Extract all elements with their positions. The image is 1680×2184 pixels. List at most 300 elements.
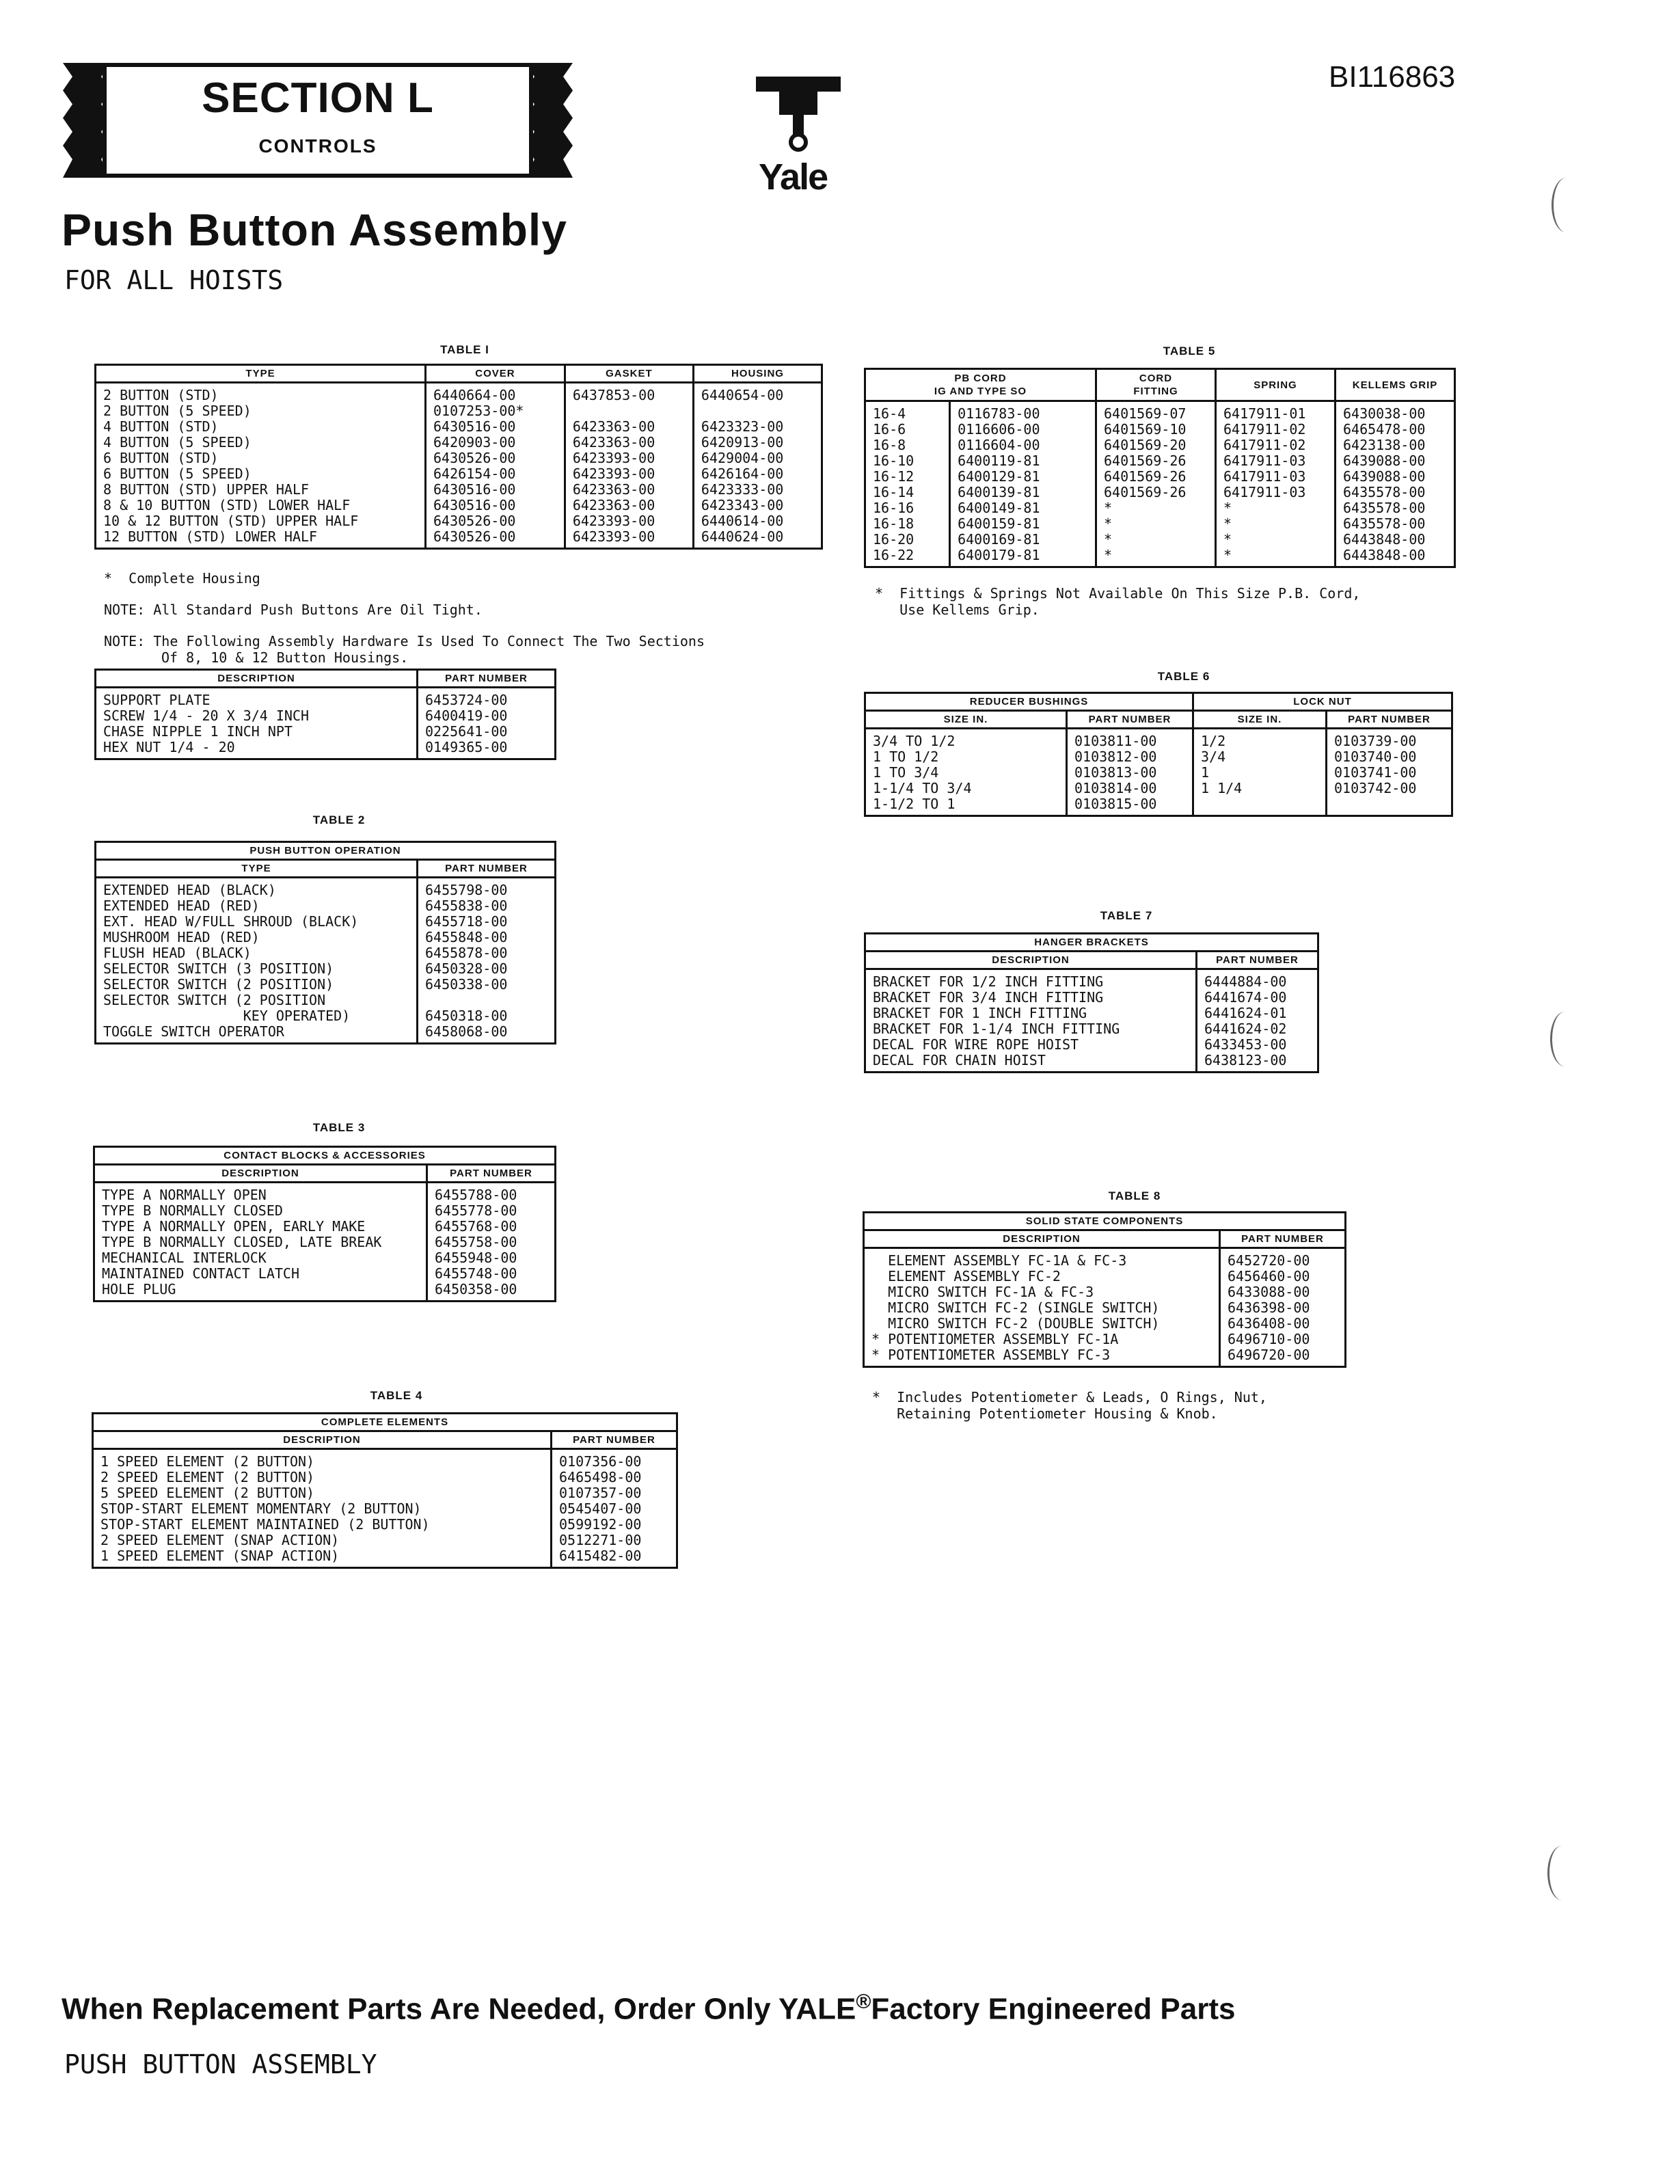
table-cell: 0107357-00 (552, 1485, 677, 1501)
table-cell: 6437853-00 (565, 383, 693, 404)
table-cell: SELECTOR SWITCH (2 POSITION) (103, 976, 334, 993)
footer-text-b: Factory Engineered Parts (871, 1992, 1236, 2026)
table-cell: SUPPORT PLATE (103, 692, 211, 708)
table-cell: ELEMENT ASSEMBLY FC-2 (871, 1268, 1061, 1284)
table-cell: STOP-START ELEMENT MAINTAINED (2 BUTTON) (100, 1516, 430, 1533)
table-cell: 3/4 (1193, 749, 1327, 765)
table-row (865, 781, 1452, 796)
table-cell: * (1215, 532, 1335, 548)
table-cell: 6435578-00 (1335, 485, 1454, 500)
table1-header: COVER (426, 365, 565, 383)
table-cell: 1 TO 3/4 (873, 764, 939, 781)
table-cell: 6455838-00 (418, 898, 556, 914)
table-cell: 6440654-00 (693, 383, 822, 404)
table-row (96, 403, 822, 419)
table8 (863, 1211, 1346, 1368)
table-cell: TYPE B NORMALLY CLOSED, LATE BREAK (102, 1234, 382, 1250)
page-title: Push Button Assembly (62, 204, 567, 255)
table-cell: 6450338-00 (418, 977, 556, 993)
table-cell: 6455758-00 (427, 1235, 556, 1250)
hardware-header: DESCRIPTION (96, 670, 418, 688)
footer-subtitle: PUSH BUTTON ASSEMBLY (64, 2049, 377, 2079)
table-row (96, 878, 556, 899)
table-cell: 6458068-00 (418, 1024, 556, 1044)
table8-header: DESCRIPTION (864, 1230, 1220, 1248)
table-row (865, 469, 1455, 485)
table-cell: 6456460-00 (1220, 1269, 1346, 1284)
table-row (865, 437, 1455, 453)
table-cell: 6423393-00 (565, 466, 693, 482)
table-cell: 0107356-00 (552, 1449, 677, 1470)
table-cell: 0103739-00 (1327, 729, 1452, 750)
table-cell: 1 TO 1/2 (873, 749, 939, 765)
table-cell: BRACKET FOR 3/4 INCH FITTING (873, 989, 1104, 1006)
table-cell: 2 SPEED ELEMENT (2 BUTTON) (100, 1469, 315, 1485)
table-cell: 6436398-00 (1220, 1300, 1346, 1316)
table-row (93, 1485, 677, 1501)
table-row (865, 453, 1455, 469)
table-cell: 6423333-00 (693, 482, 822, 498)
table-cell: 6401569-10 (1096, 422, 1215, 437)
table-cell: * (1096, 500, 1215, 516)
table-cell: 6430526-00 (426, 513, 565, 529)
table-cell: 16-10 (873, 453, 914, 469)
table-row (865, 485, 1455, 500)
table-row (865, 765, 1452, 781)
table5-header: SPRING (1215, 369, 1335, 401)
table-cell: SELECTOR SWITCH (3 POSITION) (103, 960, 334, 977)
table6-group-reducer: REDUCER BUSHINGS (865, 693, 1193, 711)
table-cell: HEX NUT 1/4 - 20 (103, 739, 235, 755)
table-row (96, 688, 556, 709)
table-cell: * (1215, 500, 1335, 516)
table-cell: MICRO SWITCH FC-2 (DOUBLE SWITCH) (871, 1315, 1160, 1332)
table-row (93, 1517, 677, 1533)
table-cell: 6430526-00 (426, 450, 565, 466)
table-cell: 6455768-00 (427, 1219, 556, 1235)
table-row (96, 498, 822, 513)
table8-header: PART NUMBER (1220, 1230, 1346, 1248)
table-row (865, 422, 1455, 437)
table-cell: 6 BUTTON (5 SPEED) (103, 466, 252, 482)
table-row (865, 1021, 1318, 1037)
table-cell: 6417911-03 (1215, 453, 1335, 469)
table6-header: PART NUMBER (1067, 711, 1193, 729)
table4 (92, 1412, 678, 1569)
table7-header: PART NUMBER (1197, 952, 1318, 969)
table-cell: 0149365-00 (418, 740, 556, 759)
table-cell: * (1096, 532, 1215, 548)
table-cell: 6420913-00 (693, 435, 822, 450)
table-cell: 1 (1193, 765, 1327, 781)
table-row (96, 961, 556, 977)
table-cell: 6496720-00 (1220, 1347, 1346, 1367)
table-cell: * (1215, 516, 1335, 532)
table-cell: EXT. HEAD W/FULL SHROUD (BLACK) (103, 913, 359, 930)
table-cell: 6450358-00 (427, 1282, 556, 1302)
table-cell: ELEMENT ASSEMBLY FC-1A & FC-3 (871, 1252, 1127, 1269)
yale-logo (752, 68, 848, 198)
table-row (96, 724, 556, 740)
table-cell: TYPE A NORMALLY OPEN, EARLY MAKE (102, 1218, 366, 1235)
section-title: SECTION L (202, 75, 434, 122)
table-row (865, 532, 1455, 548)
table7-header: DESCRIPTION (865, 952, 1197, 969)
table-row (865, 1053, 1318, 1073)
table-row (96, 740, 556, 759)
table-row (864, 1332, 1346, 1347)
table-row (96, 993, 556, 1024)
table-cell: 6435578-00 (1335, 500, 1454, 516)
table7-caption: TABLE 7 (1100, 909, 1153, 922)
table-cell: TOGGLE SWITCH OPERATOR (103, 1023, 284, 1040)
table-cell (1327, 796, 1452, 816)
table-cell: 6450328-00 (418, 961, 556, 977)
table-cell: 6401569-26 (1096, 485, 1215, 500)
table-row (96, 466, 822, 482)
table-cell: 6465498-00 (552, 1470, 677, 1485)
table6 (864, 692, 1453, 817)
table-cell: 6401569-26 (1096, 469, 1215, 485)
table-cell: 6423363-00 (565, 498, 693, 513)
table-row (94, 1250, 556, 1266)
table4-header: PART NUMBER (552, 1431, 677, 1449)
table-cell: 6400179-81 (950, 548, 1096, 567)
table-cell: 6401569-20 (1096, 437, 1215, 453)
table-cell: 6433088-00 (1220, 1284, 1346, 1300)
table-cell: 6430516-00 (426, 419, 565, 435)
table-cell: BRACKET FOR 1 INCH FITTING (873, 1005, 1087, 1021)
table-cell: 6423363-00 (565, 419, 693, 435)
table6-caption: TABLE 6 (1157, 670, 1210, 683)
table-row (865, 548, 1455, 567)
table-cell: 6444884-00 (1197, 969, 1318, 990)
table-cell: 6423138-00 (1335, 437, 1454, 453)
table-row (864, 1269, 1346, 1284)
table-row (865, 796, 1452, 816)
table-cell: 2 BUTTON (5 SPEED) (103, 403, 252, 419)
table-row (865, 749, 1452, 765)
table-cell: 16-16 (873, 500, 914, 516)
table6-header: PART NUMBER (1327, 711, 1452, 729)
table-cell: 6441674-00 (1197, 990, 1318, 1006)
table-cell: * (1096, 548, 1215, 567)
table-cell: 0103740-00 (1327, 749, 1452, 765)
table-cell: 6438123-00 (1197, 1053, 1318, 1073)
table-cell: DECAL FOR WIRE ROPE HOIST (873, 1036, 1079, 1053)
table-cell: 16-6 (873, 421, 906, 437)
table-cell: 6450318-00 (418, 993, 556, 1024)
table-cell: HOLE PLUG (102, 1281, 176, 1297)
table-cell: FLUSH HEAD (BLACK) (103, 945, 252, 961)
table-cell: 6420903-00 (426, 435, 565, 450)
table6-header: SIZE IN. (865, 711, 1067, 729)
table-cell: 16-4 (873, 405, 906, 422)
table-row (96, 930, 556, 945)
table-row (96, 513, 822, 529)
table-cell: 6400419-00 (418, 708, 556, 724)
table-cell: SCREW 1/4 - 20 X 3/4 INCH (103, 707, 310, 724)
table-row (93, 1470, 677, 1485)
table-cell: 6433453-00 (1197, 1037, 1318, 1053)
table-row (865, 729, 1452, 750)
table-cell: 6415482-00 (552, 1548, 677, 1568)
table2-header: PART NUMBER (418, 860, 556, 878)
table-row (96, 419, 822, 435)
table-cell: MICRO SWITCH FC-2 (SINGLE SWITCH) (871, 1299, 1160, 1316)
table-cell: 6443848-00 (1335, 532, 1454, 548)
footer-banner (62, 1991, 1236, 2027)
table-cell (693, 403, 822, 419)
table-cell: 10 & 12 BUTTON (STD) UPPER HALF (103, 513, 359, 529)
table-cell: 6423363-00 (565, 482, 693, 498)
table-row (864, 1316, 1346, 1332)
table-cell: 16-18 (873, 515, 914, 532)
table1-header: GASKET (565, 365, 693, 383)
table-cell: 0103814-00 (1067, 781, 1193, 796)
table2-title: PUSH BUTTON OPERATION (96, 842, 556, 860)
table-row (865, 990, 1318, 1006)
table-cell: BRACKET FOR 1/2 INCH FITTING (873, 973, 1104, 990)
table-cell: 1/2 (1193, 729, 1327, 750)
table5-caption: TABLE 5 (1163, 345, 1216, 358)
table-cell: 6443848-00 (1335, 548, 1454, 567)
table-cell: 6430516-00 (426, 482, 565, 498)
table-row (865, 1037, 1318, 1053)
table-row (864, 1284, 1346, 1300)
table-cell: 6423343-00 (693, 498, 822, 513)
table-cell: 0116783-00 (950, 401, 1096, 422)
table-cell: 6423393-00 (565, 529, 693, 549)
table-cell: 6440664-00 (426, 383, 565, 404)
table8-footnote: * Includes Potentiometer & Leads, O Rings, Nut, Retaining Potentiometer Housing & Knob. (872, 1389, 1267, 1422)
table4-header: DESCRIPTION (93, 1431, 552, 1449)
table6-header: SIZE IN. (1193, 711, 1327, 729)
table-cell: 6417911-02 (1215, 422, 1335, 437)
table-cell: 6455948-00 (427, 1250, 556, 1266)
table-cell: 1 SPEED ELEMENT (2 BUTTON) (100, 1453, 315, 1470)
table5-header: CORD FITTING (1096, 369, 1215, 401)
table-cell: EXTENDED HEAD (RED) (103, 898, 260, 914)
table-row (864, 1347, 1346, 1367)
table-row (94, 1282, 556, 1302)
table-row (864, 1248, 1346, 1269)
table-cell (565, 403, 693, 419)
table-cell: MAINTAINED CONTACT LATCH (102, 1265, 299, 1282)
table6-group-locknut: LOCK NUT (1193, 693, 1452, 711)
table-cell: 6430516-00 (426, 498, 565, 513)
table-cell: MUSHROOM HEAD (RED) (103, 929, 260, 945)
punch-hole-mark (1547, 1846, 1577, 1900)
table-cell: TYPE B NORMALLY CLOSED (102, 1202, 283, 1219)
table-row (93, 1501, 677, 1517)
table-cell: 6423323-00 (693, 419, 822, 435)
section-subtitle: CONTROLS (258, 135, 377, 157)
table-cell: 0116604-00 (950, 437, 1096, 453)
table-cell: 0103812-00 (1067, 749, 1193, 765)
table-cell: 4 BUTTON (STD) (103, 418, 219, 435)
table3-title: CONTACT BLOCKS & ACCESSORIES (94, 1147, 556, 1165)
table-cell: 16-8 (873, 437, 906, 453)
table-row (96, 914, 556, 930)
table-cell: 6455798-00 (418, 878, 556, 899)
table-row (94, 1266, 556, 1282)
table1-note2-line2: Of 8, 10 & 12 Button Housings. (161, 649, 409, 666)
table-row (865, 500, 1455, 516)
section-banner (63, 63, 573, 178)
table-cell: 2 BUTTON (STD) (103, 387, 219, 403)
table-cell: * (1215, 548, 1335, 567)
punch-hole-mark (1552, 178, 1581, 232)
table-cell: 8 & 10 BUTTON (STD) LOWER HALF (103, 497, 351, 513)
table-cell: 0116606-00 (950, 422, 1096, 437)
table-cell: 0107253-00* (426, 403, 565, 419)
table-cell: 6417911-01 (1215, 401, 1335, 422)
table-cell: * POTENTIOMETER ASSEMBLY FC-1A (871, 1331, 1119, 1347)
table-cell: 6401569-26 (1096, 453, 1215, 469)
table-cell: MICRO SWITCH FC-1A & FC-3 (871, 1284, 1094, 1300)
table-cell: 6400149-81 (950, 500, 1096, 516)
table-cell: 0103741-00 (1327, 765, 1452, 781)
table-cell (1193, 796, 1327, 816)
table-cell: 6417911-03 (1215, 469, 1335, 485)
table-cell: 6440624-00 (693, 529, 822, 549)
table-cell: 0103815-00 (1067, 796, 1193, 816)
table-cell: 6400129-81 (950, 469, 1096, 485)
table-cell: 6417911-02 (1215, 437, 1335, 453)
table-row (96, 482, 822, 498)
table-cell: TYPE A NORMALLY OPEN (102, 1187, 267, 1203)
table-row (96, 450, 822, 466)
hardware-header: PART NUMBER (418, 670, 556, 688)
table-cell: 2 SPEED ELEMENT (SNAP ACTION) (100, 1532, 340, 1548)
table3-header: PART NUMBER (427, 1165, 556, 1183)
table8-title: SOLID STATE COMPONENTS (864, 1213, 1346, 1230)
table5-header: PB CORD IG AND TYPE SO (865, 369, 1096, 401)
table4-title: COMPLETE ELEMENTS (93, 1414, 677, 1431)
table-cell: CHASE NIPPLE 1 INCH NPT (103, 723, 293, 740)
table-cell: 6441624-01 (1197, 1006, 1318, 1021)
table-cell: 6426154-00 (426, 466, 565, 482)
table5-footnote: * Fittings & Springs Not Available On This Size P.B. Cord, Use Kellems Grip. (875, 585, 1361, 618)
table-cell: 12 BUTTON (STD) LOWER HALF (103, 528, 318, 545)
table5 (864, 368, 1456, 568)
table-row (94, 1203, 556, 1219)
document-id: BI116863 (1329, 60, 1456, 94)
table-row (96, 1024, 556, 1044)
table-cell: 6400139-81 (950, 485, 1096, 500)
table-cell: 6430526-00 (426, 529, 565, 549)
table-cell: 6435578-00 (1335, 516, 1454, 532)
table-row (94, 1183, 556, 1204)
table3 (93, 1146, 556, 1302)
table-cell: 6426164-00 (693, 466, 822, 482)
table-row (865, 969, 1318, 990)
table-row (865, 401, 1455, 422)
table-cell: 6400169-81 (950, 532, 1096, 548)
page-subtitle: FOR ALL HOISTS (64, 265, 284, 295)
table-row (96, 529, 822, 549)
footer-text-a: When Replacement Parts Are Needed, Order Only YALE (62, 1992, 856, 2026)
table8-caption: TABLE 8 (1108, 1189, 1161, 1202)
punch-hole-mark (1550, 1012, 1580, 1066)
table-cell: 6453724-00 (418, 688, 556, 709)
table-cell: 6400119-81 (950, 453, 1096, 469)
table-cell: 16-14 (873, 484, 914, 500)
table-cell: 8 BUTTON (STD) UPPER HALF (103, 481, 310, 498)
table-cell: 6 BUTTON (STD) (103, 450, 219, 466)
table-cell: 1-1/2 TO 1 (873, 796, 956, 812)
table-cell: 6436408-00 (1220, 1316, 1346, 1332)
table-cell: 6455718-00 (418, 914, 556, 930)
table2-header: TYPE (96, 860, 418, 878)
table-cell: 4 BUTTON (5 SPEED) (103, 434, 252, 450)
table2 (94, 841, 556, 1044)
table-cell: 0512271-00 (552, 1533, 677, 1548)
table-cell: 6452720-00 (1220, 1248, 1346, 1269)
table-row (865, 1006, 1318, 1021)
table1 (94, 364, 823, 550)
table-cell: 0225641-00 (418, 724, 556, 740)
table-cell: 0545407-00 (552, 1501, 677, 1517)
table-cell: EXTENDED HEAD (BLACK) (103, 882, 276, 898)
table-cell: 5 SPEED ELEMENT (2 BUTTON) (100, 1485, 315, 1501)
table-cell: MECHANICAL INTERLOCK (102, 1250, 267, 1266)
table-cell: 0103742-00 (1327, 781, 1452, 796)
table-row (94, 1219, 556, 1235)
table-cell: 6400159-81 (950, 516, 1096, 532)
table-cell: 6423393-00 (565, 450, 693, 466)
table-row (93, 1548, 677, 1568)
table3-caption: TABLE 3 (312, 1121, 366, 1134)
table7-title: HANGER BRACKETS (865, 934, 1318, 952)
table-cell: 6430038-00 (1335, 401, 1454, 422)
table-cell: 1 SPEED ELEMENT (SNAP ACTION) (100, 1548, 340, 1564)
table4-caption: TABLE 4 (370, 1389, 423, 1402)
table-cell: * (1096, 516, 1215, 532)
table-cell: 6429004-00 (693, 450, 822, 466)
table5-header: KELLEMS GRIP (1335, 369, 1454, 401)
table-row (96, 898, 556, 914)
table-cell: 0103813-00 (1067, 765, 1193, 781)
table-cell: 1-1/4 TO 3/4 (873, 780, 972, 796)
hardware-table (94, 669, 556, 760)
table-cell: STOP-START ELEMENT MOMENTARY (2 BUTTON) (100, 1500, 422, 1517)
table-cell: 6465478-00 (1335, 422, 1454, 437)
table-cell: * POTENTIOMETER ASSEMBLY FC-3 (871, 1347, 1111, 1363)
table7 (864, 932, 1319, 1073)
table-cell: 6455878-00 (418, 945, 556, 961)
table-cell: 6440614-00 (693, 513, 822, 529)
table-cell: 6401569-07 (1096, 401, 1215, 422)
table-row (96, 383, 822, 404)
table1-footnote: * Complete Housing (104, 570, 260, 587)
table-cell: DECAL FOR CHAIN HOIST (873, 1052, 1046, 1068)
table-row (94, 1235, 556, 1250)
registered-mark: ® (856, 1991, 871, 2013)
table-cell: 0103811-00 (1067, 729, 1193, 750)
table-cell: 6423393-00 (565, 513, 693, 529)
table-cell: 6439088-00 (1335, 453, 1454, 469)
table-cell: SELECTOR SWITCH (2 POSITION KEY OPERATED) (103, 992, 351, 1024)
table-cell: BRACKET FOR 1-1/4 INCH FITTING (873, 1021, 1120, 1037)
table-cell: 0599192-00 (552, 1517, 677, 1533)
table-cell: 16-22 (873, 547, 914, 563)
table3-header: DESCRIPTION (94, 1165, 427, 1183)
table-row (96, 977, 556, 993)
table-row (865, 516, 1455, 532)
table1-caption: TABLE I (440, 343, 489, 356)
